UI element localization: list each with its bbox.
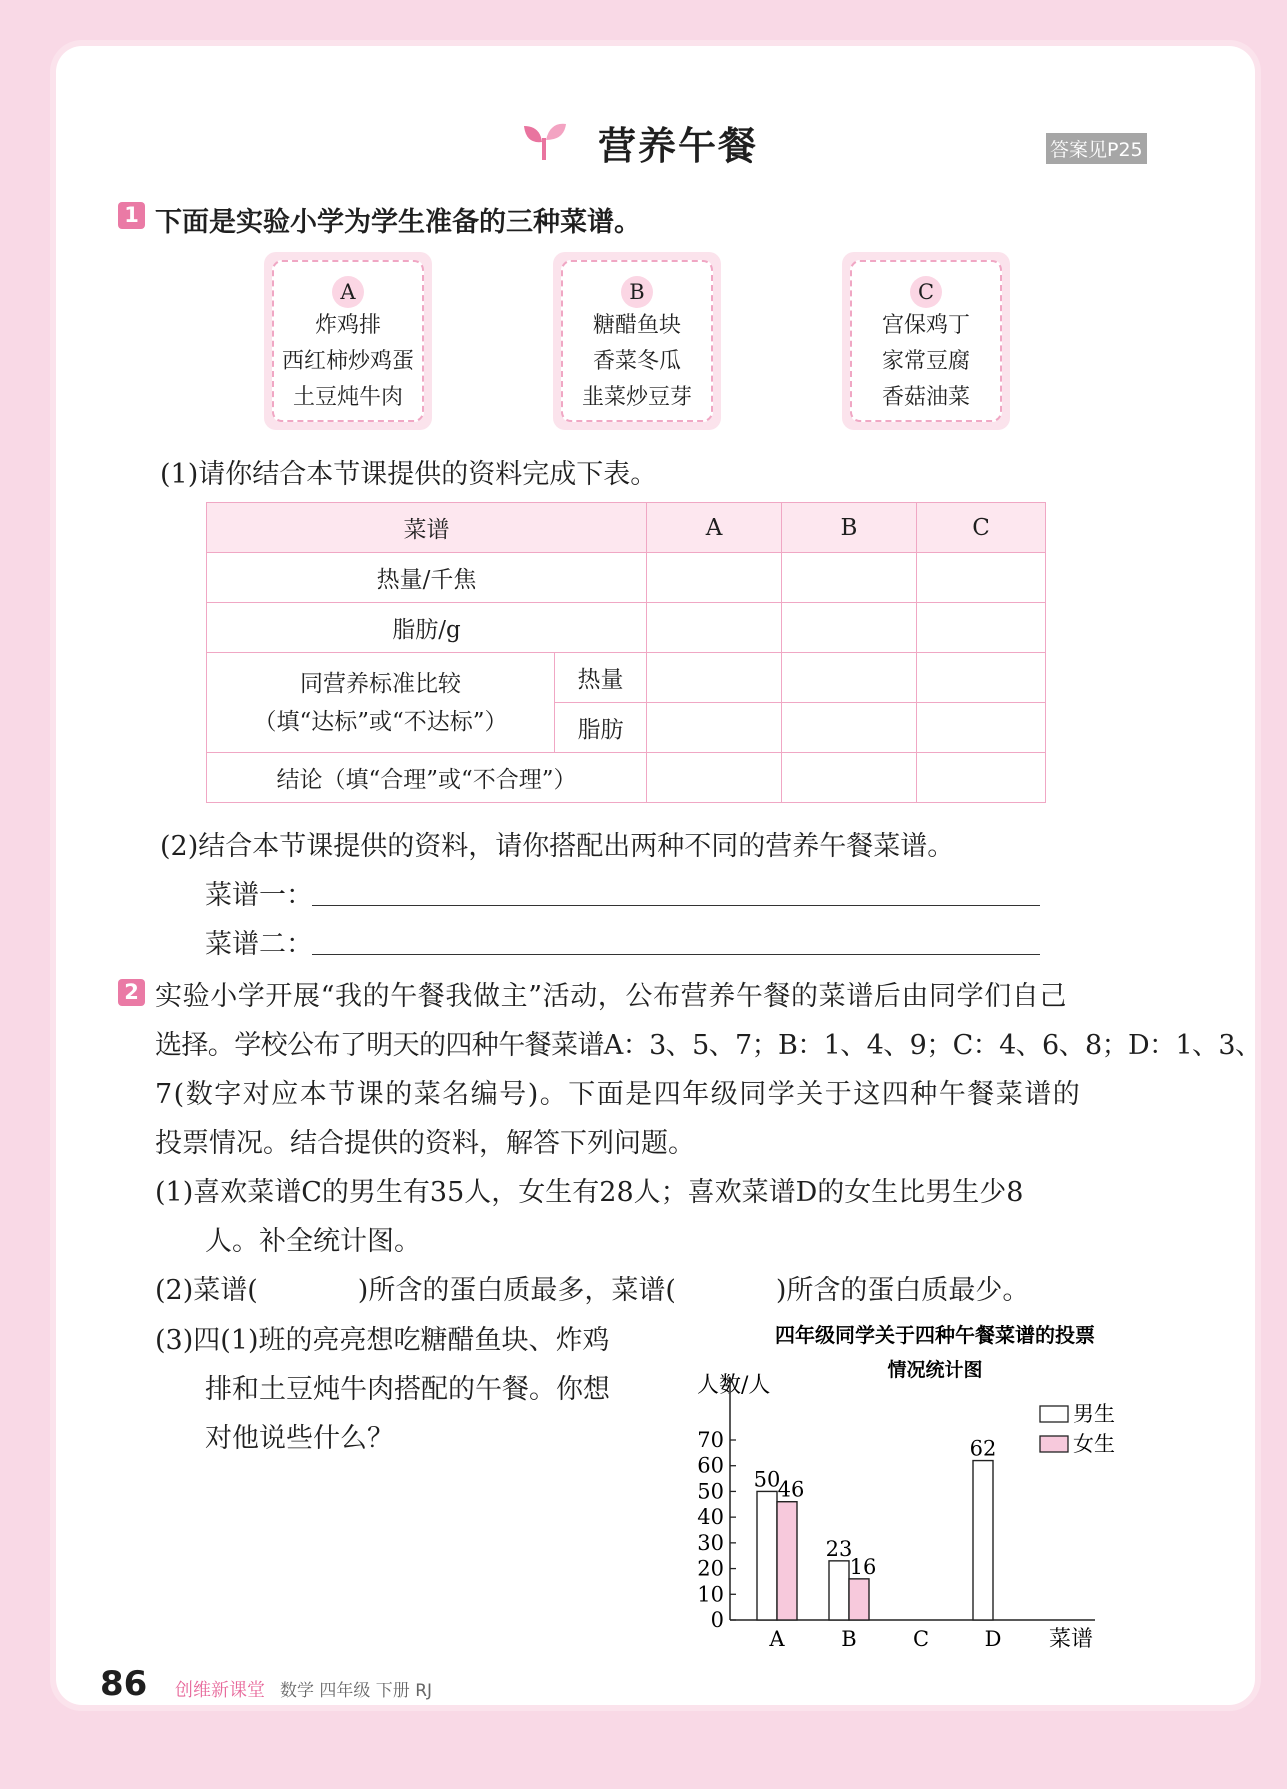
chart-y-tick-label: 50 bbox=[697, 1479, 724, 1504]
chart-x-tick-label: D bbox=[984, 1627, 1002, 1651]
chart-y-tick-label: 40 bbox=[697, 1505, 724, 1530]
question-1-part-1: (1)请你结合本节课提供的资料完成下表。 bbox=[160, 459, 658, 490]
chart-y-tick-label: 30 bbox=[697, 1530, 724, 1555]
chart-bar-A-男生 bbox=[757, 1491, 777, 1620]
menu-card-c bbox=[842, 252, 1010, 430]
table-cell-input[interactable] bbox=[917, 703, 1046, 753]
question-2-part-3-cont: 对他说些什么？ bbox=[205, 1423, 394, 1454]
row-label-conclusion: 结论（填“合理”或“不合理”） bbox=[207, 753, 647, 803]
chart-y-tick-label: 60 bbox=[697, 1453, 724, 1478]
chart-bar-A-女生 bbox=[777, 1502, 797, 1620]
row-label-energy: 热量/千焦 bbox=[207, 553, 647, 603]
page-title: 营养午餐 bbox=[598, 124, 759, 168]
chart-bar-B-男生 bbox=[829, 1561, 849, 1620]
footer-info: 数学 四年级 下册 RJ bbox=[280, 1681, 433, 1701]
compare-label-line: （填“达标”或“不达标”） bbox=[253, 708, 508, 735]
question-1-part-2: (2)结合本节课提供的资料，请你搭配出两种不同的营养午餐菜谱。 bbox=[160, 831, 955, 862]
chart-y-tick-label: 10 bbox=[697, 1582, 724, 1607]
compare-label-line: 同营养标准比较 bbox=[300, 670, 461, 697]
vote-bar-chart bbox=[695, 1320, 1125, 1660]
question-1-number: 1 bbox=[118, 202, 145, 229]
chart-title: 四年级同学关于四种午餐菜谱的投票 bbox=[775, 1323, 1095, 1347]
menu-2-answer-line[interactable] bbox=[312, 954, 1040, 955]
table-cell-input[interactable] bbox=[917, 553, 1046, 603]
question-2-line: 投票情况。结合提供的资料，解答下列问题。 bbox=[155, 1128, 695, 1159]
table-cell-input[interactable] bbox=[782, 603, 917, 653]
question-2-part-1-cont: 人。补全统计图。 bbox=[205, 1226, 421, 1257]
chart-data-label: 23 bbox=[825, 1536, 853, 1561]
question-2-part-3-cont: 排和土豆炖牛肉搭配的午餐。你想 bbox=[205, 1374, 610, 1405]
table-cell-input[interactable] bbox=[917, 753, 1046, 803]
page-number: 86 bbox=[100, 1664, 148, 1704]
nutrition-table bbox=[206, 502, 1046, 803]
table-cell-input[interactable] bbox=[782, 753, 917, 803]
part-2-text: (2)菜谱( bbox=[155, 1275, 258, 1306]
question-2-line: 7(数字对应本节课的菜名编号)。下面是四年级同学关于这四种午餐菜谱的 bbox=[155, 1079, 1082, 1110]
menu-item: 糖醋鱼块 bbox=[592, 313, 681, 338]
chart-legend-label: 男生 bbox=[1073, 1402, 1115, 1426]
table-cell-input[interactable] bbox=[782, 653, 917, 703]
menu-card-b bbox=[553, 252, 721, 430]
menu-letter: A bbox=[332, 276, 364, 308]
chart-data-label: 62 bbox=[969, 1436, 997, 1461]
menu-letter: B bbox=[621, 276, 653, 308]
chart-x-label: 菜谱 bbox=[1049, 1627, 1094, 1652]
chart-x-tick-label: A bbox=[769, 1627, 785, 1651]
chart-y-tick-label: 20 bbox=[697, 1556, 724, 1581]
chart-data-label: 16 bbox=[849, 1554, 877, 1579]
menu-item: 炸鸡排 bbox=[314, 313, 381, 338]
row-label-compare-fat: 脂肪 bbox=[555, 703, 647, 753]
table-cell-input[interactable] bbox=[782, 703, 917, 753]
menu-1-answer-line[interactable] bbox=[312, 905, 1040, 906]
chart-x-tick-label: C bbox=[912, 1627, 930, 1651]
question-2-part-2 bbox=[155, 1268, 1029, 1307]
chart-legend-swatch bbox=[1040, 1406, 1068, 1422]
row-label-fat: 脂肪/g bbox=[207, 603, 647, 653]
table-header-a: A bbox=[647, 503, 782, 553]
menu-item: 土豆炖牛肉 bbox=[292, 385, 403, 410]
chart-legend-label: 女生 bbox=[1073, 1432, 1115, 1456]
question-2-number: 2 bbox=[118, 979, 145, 1006]
chart-subtitle: 情况统计图 bbox=[887, 1359, 983, 1381]
table-cell-input[interactable] bbox=[647, 603, 782, 653]
chart-y-tick-label: 0 bbox=[710, 1608, 724, 1632]
answer-reference-badge: 答案见P25 bbox=[1046, 133, 1147, 164]
part-2-text: )所含的蛋白质最多，菜谱( bbox=[357, 1275, 676, 1306]
menu-item: 宫保鸡丁 bbox=[881, 313, 970, 338]
part-2-text: )所含的蛋白质最少。 bbox=[775, 1275, 1030, 1306]
table-cell-input[interactable] bbox=[647, 553, 782, 603]
table-cell-input[interactable] bbox=[782, 553, 917, 603]
table-cell-input[interactable] bbox=[917, 603, 1046, 653]
question-2-line: 选择。学校公布了明天的四种午餐菜谱A：3、5、7；B：1、4、9；C：4、6、8；D：1、3、 bbox=[155, 1030, 1262, 1061]
table-header-menu: 菜谱 bbox=[207, 503, 647, 553]
footer-brand: 创维新课堂 bbox=[175, 1680, 265, 1701]
menu-card-a bbox=[264, 252, 432, 430]
question-2-part-3: (3)四(1)班的亮亮想吃糖醋鱼块、炸鸡 bbox=[155, 1325, 610, 1356]
row-label-compare-energy: 热量 bbox=[555, 653, 647, 703]
question-1-text: 下面是实验小学为学生准备的三种菜谱。 bbox=[155, 207, 641, 238]
menu-item: 西红柿炒鸡蛋 bbox=[281, 349, 414, 374]
chart-data-label: 46 bbox=[777, 1477, 805, 1502]
question-2-line: 实验小学开展“我的午餐我做主”活动，公布营养午餐的菜谱后由同学们自己 bbox=[155, 981, 1068, 1012]
menu-letter: C bbox=[910, 276, 942, 308]
table-cell-input[interactable] bbox=[647, 703, 782, 753]
chart-bar-D-男生 bbox=[973, 1461, 993, 1620]
table-cell-input[interactable] bbox=[647, 753, 782, 803]
table-cell-input[interactable] bbox=[647, 653, 782, 703]
menu-item: 香菜冬瓜 bbox=[592, 349, 681, 374]
row-label-compare bbox=[207, 653, 555, 753]
menu-item: 家常豆腐 bbox=[881, 349, 970, 374]
chart-x-tick-label: B bbox=[841, 1627, 857, 1651]
menu-2-label: 菜谱二： bbox=[205, 929, 313, 960]
question-2-part-1: (1)喜欢菜谱C的男生有35人，女生有28人；喜欢菜谱D的女生比男生少8 bbox=[155, 1177, 1024, 1208]
chart-y-tick-label: 70 bbox=[697, 1428, 724, 1452]
chart-bar-B-女生 bbox=[849, 1579, 869, 1620]
chart-legend-swatch bbox=[1040, 1436, 1068, 1452]
chart-data-label: 50 bbox=[753, 1467, 781, 1492]
sprout-icon bbox=[520, 120, 568, 164]
menu-item: 韭菜炒豆芽 bbox=[581, 385, 692, 410]
table-cell-input[interactable] bbox=[917, 653, 1046, 703]
menu-1-label: 菜谱一： bbox=[205, 880, 313, 911]
chart-y-label: 人数/人 bbox=[697, 1373, 771, 1398]
table-header-b: B bbox=[782, 503, 917, 553]
table-header-c: C bbox=[917, 503, 1046, 553]
menu-item: 香菇油菜 bbox=[881, 385, 970, 410]
